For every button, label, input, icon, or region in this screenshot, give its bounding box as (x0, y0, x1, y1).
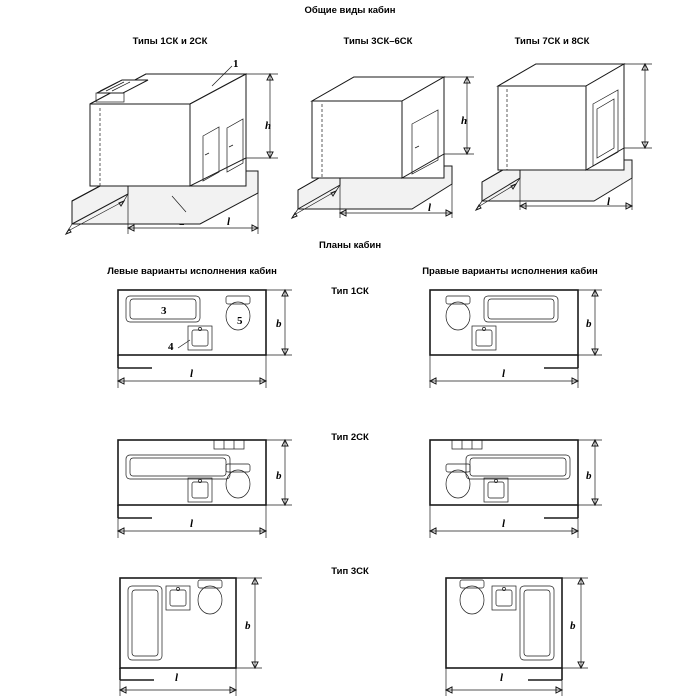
callout-1: 1 (233, 58, 239, 70)
dim-b-plan-2sk-right: b (586, 470, 592, 482)
dim-h-view1: h (265, 120, 272, 132)
dim-l-view1: l (227, 216, 231, 228)
iso-view-7sk-8sk (476, 64, 652, 210)
caption-view-1sk-2sk: Типы 1СК и 2СК (132, 36, 208, 47)
dim-l-plan-2sk-left: l (190, 518, 194, 530)
dim-b-plan-3sk-left: b (245, 620, 251, 632)
dim-b-plan-3sk-right: b (570, 620, 576, 632)
dim-b-plan-1sk-right: b (586, 318, 592, 330)
dim-l-plan-3sk-right: l (500, 672, 504, 684)
caption-view-7sk-8sk: Типы 7СК и 8СК (514, 36, 590, 47)
dim-b-plan-1sk-left: b (276, 318, 282, 330)
dim-l-plan-1sk-left: l (190, 368, 194, 380)
iso-view-3sk-6sk (292, 77, 474, 218)
dim-b-plan-2sk-left: b (276, 470, 282, 482)
title-plans: Планы кабин (318, 240, 382, 251)
header-right-variants: Правые варианты исполнения кабин (422, 266, 598, 277)
dim-l-plan-1sk-right: l (502, 368, 506, 380)
row-label-3sk: Тип 3СК (331, 566, 369, 577)
plan-1sk-right (430, 290, 602, 388)
iso-view-1sk-2sk (66, 66, 278, 234)
dim-l-view2: l (428, 202, 432, 214)
header-left-variants: Левые варианты исполнения кабин (107, 266, 277, 277)
plan-3sk-right (446, 578, 588, 696)
plan-1sk-left (118, 290, 292, 388)
dim-l-view3: l (607, 196, 611, 208)
title-general-views: Общие виды кабин (304, 5, 396, 16)
dim-h-view2: h (461, 115, 468, 127)
row-label-1sk: Тип 1СК (331, 286, 369, 297)
callout-4: 4 (168, 341, 174, 353)
dim-l-plan-2sk-right: l (502, 518, 506, 530)
plan-2sk-right (430, 440, 602, 538)
callout-5: 5 (237, 315, 243, 327)
row-label-2sk: Тип 2СК (331, 432, 369, 443)
plan-3sk-left (120, 578, 262, 696)
plan-2sk-left (118, 440, 292, 538)
callout-3: 3 (161, 305, 167, 317)
dim-l-plan-3sk-left: l (175, 672, 179, 684)
caption-view-3sk-6sk: Типы 3СК–6СК (343, 36, 413, 47)
